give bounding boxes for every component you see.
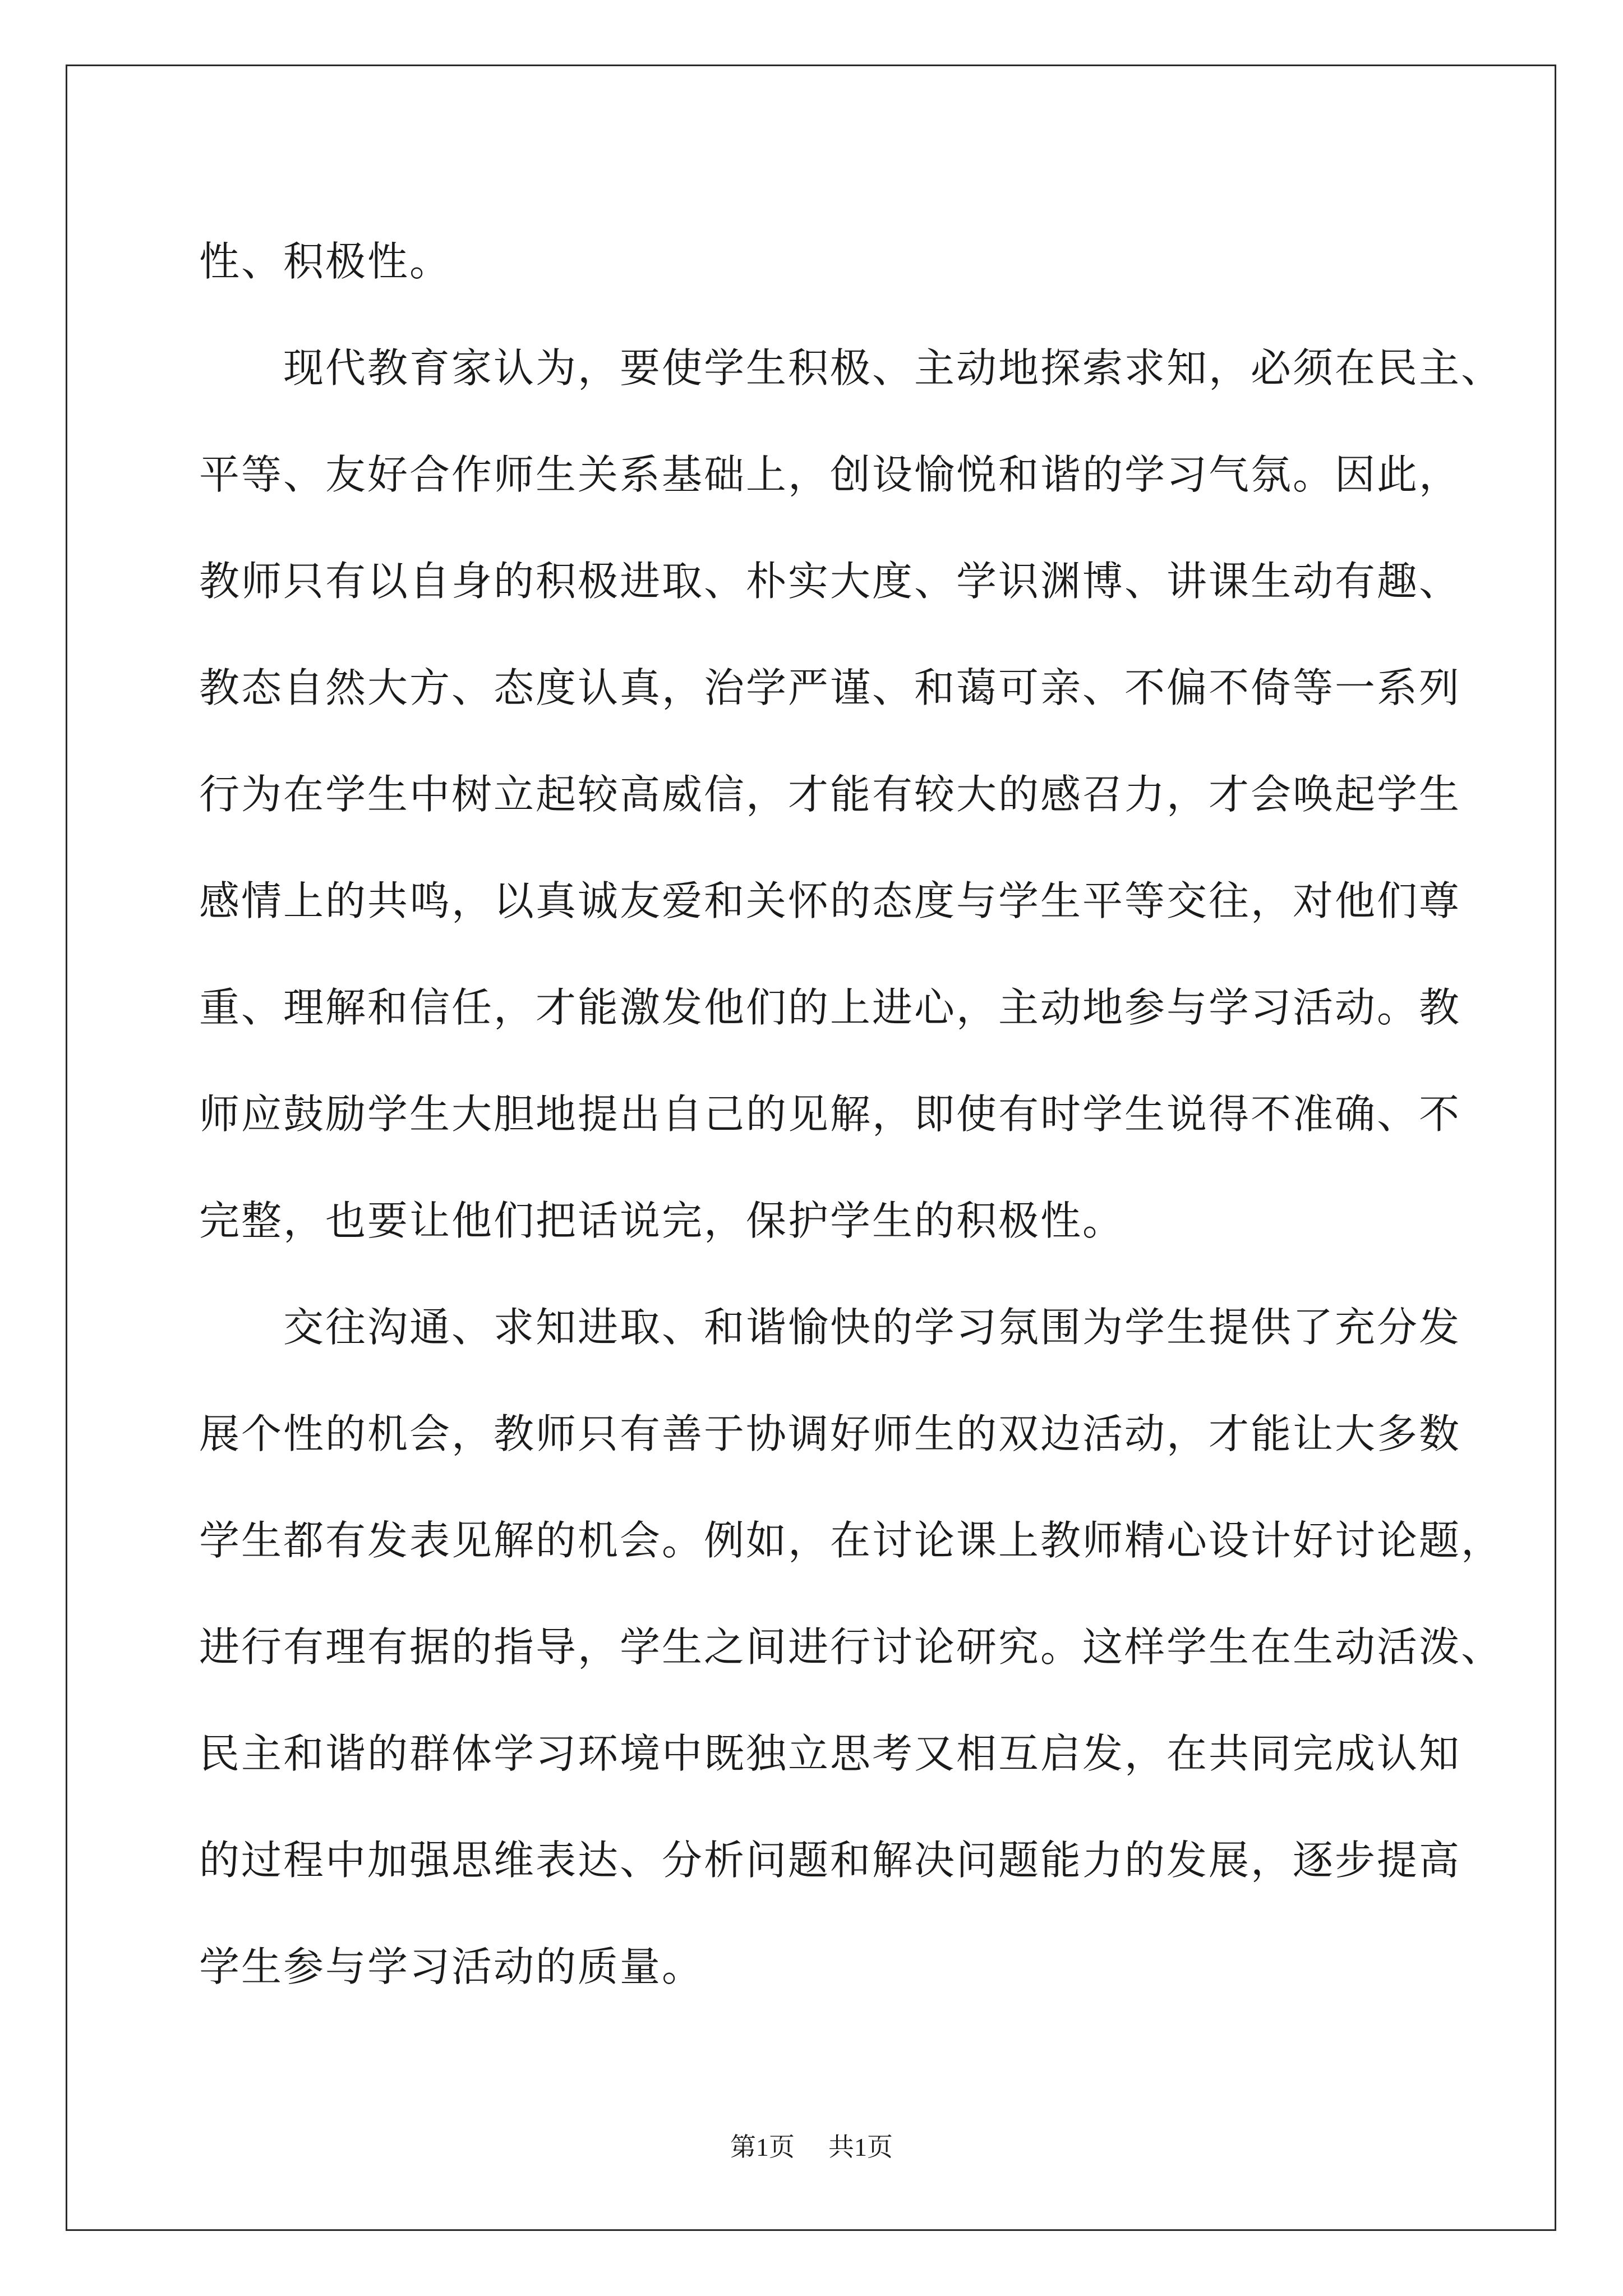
- page-number: 第1页: [730, 2133, 795, 2161]
- text-line: 感情上的共鸣，以真诚友爱和关怀的态度与学生平等交往，对他们尊: [199, 877, 1461, 924]
- text-line: 行为在学生中树立起较高威信，才能有较大的感召力，才会唤起学生: [199, 771, 1461, 818]
- text-line: 平等、友好合作师生关系基础上，创设愉悦和谐的学习气氛。因此，: [199, 451, 1461, 498]
- text-line: 教态自然大方、态度认真，治学严谨、和蔼可亲、不偏不倚等一系列: [199, 664, 1461, 711]
- text-line: 学生参与学习活动的质量。: [199, 1943, 704, 1990]
- text-line: 教师只有以自身的积极进取、朴实大度、学识渊博、讲课生动有趣、: [199, 558, 1461, 605]
- text-line: 重、理解和信任，才能激发他们的上进心，主动地参与学习活动。教: [199, 984, 1461, 1031]
- page-footer: [0, 2131, 1623, 2164]
- text-line: 进行有理有据的指导，学生之间进行讨论研究。这样学生在生动活泼、: [199, 1623, 1504, 1671]
- text-line: 展个性的机会，教师只有善于协调好师生的双边活动，才能让大多数: [199, 1410, 1461, 1457]
- text-line: 民主和谐的群体学习环境中既独立思考又相互启发，在共同完成认知: [199, 1730, 1461, 1777]
- paragraph-first-line: 现代教育家认为，要使学生积极、主动地探索求知，必须在民主、: [199, 344, 1504, 392]
- text-line: 的过程中加强思维表达、分析问题和解决问题能力的发展，逐步提高: [199, 1837, 1461, 1884]
- page-total: 共1页: [828, 2133, 893, 2161]
- document-body: [199, 208, 1504, 2020]
- paragraph-first-line: 交往沟通、求知进取、和谐愉快的学习氛围为学生提供了充分发: [199, 1304, 1461, 1351]
- text-line: 完整，也要让他们把话说完，保护学生的积极性。: [199, 1197, 1125, 1244]
- text-line: 性、积极性。: [199, 238, 452, 285]
- text-line: 学生都有发表见解的机会。例如，在讨论课上教师精心设计好讨论题，: [199, 1517, 1504, 1564]
- text-line: 师应鼓励学生大胆地提出自己的见解，即使有时学生说得不准确、不: [199, 1091, 1461, 1138]
